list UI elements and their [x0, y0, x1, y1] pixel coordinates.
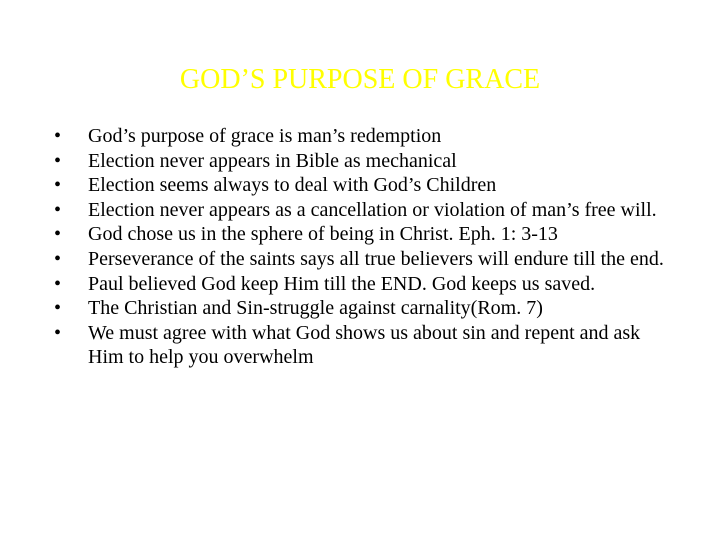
- bullet-item: [52, 247, 672, 272]
- bullet-icon: •: [54, 321, 62, 344]
- bullet-icon: •: [54, 125, 62, 147]
- bullet-text: God’s purpose of grace is man’s redemption: [88, 125, 442, 147]
- bullet-text: The Christian and Sin-struggle against carnality(Rom. 7): [88, 297, 543, 320]
- bullet-icon: •: [54, 174, 62, 197]
- bullet-text: Election never appears as a cancellation or violation of man’s free will.: [88, 198, 657, 221]
- bullet-list: [52, 124, 672, 370]
- bullet-text: Perseverance of the saints says all true believers will endure till the end.: [88, 247, 664, 270]
- bullet-text: God chose us in the sphere of being in Christ. Eph. 1: 3-13: [88, 223, 558, 246]
- bullet-item: [52, 149, 672, 174]
- bullet-item: [52, 321, 672, 370]
- bullet-item: [52, 222, 672, 247]
- bullet-icon: •: [54, 247, 62, 270]
- bullet-icon: •: [54, 198, 62, 221]
- bullet-icon: •: [54, 149, 62, 172]
- bullet-item: [52, 124, 672, 149]
- bullet-text: Election seems always to deal with God’s Children: [88, 174, 497, 197]
- bullet-icon: •: [54, 223, 62, 246]
- bullet-item: [52, 296, 672, 321]
- bullet-text: Paul believed God keep Him till the END. God keeps us saved.: [88, 272, 596, 295]
- slide-title: GOD’S PURPOSE OF GRACE: [179, 64, 541, 95]
- bullet-item: [52, 173, 672, 198]
- bullet-item: [52, 272, 672, 297]
- bullet-text: Election never appears in Bible as mechanical: [88, 149, 457, 172]
- bullet-text: We must agree with what God shows us about sin and repent and ask Him to help you overwhelm: [88, 321, 641, 369]
- bullet-item: [52, 198, 672, 223]
- bullet-icon: •: [54, 272, 62, 295]
- bullet-icon: •: [54, 297, 62, 320]
